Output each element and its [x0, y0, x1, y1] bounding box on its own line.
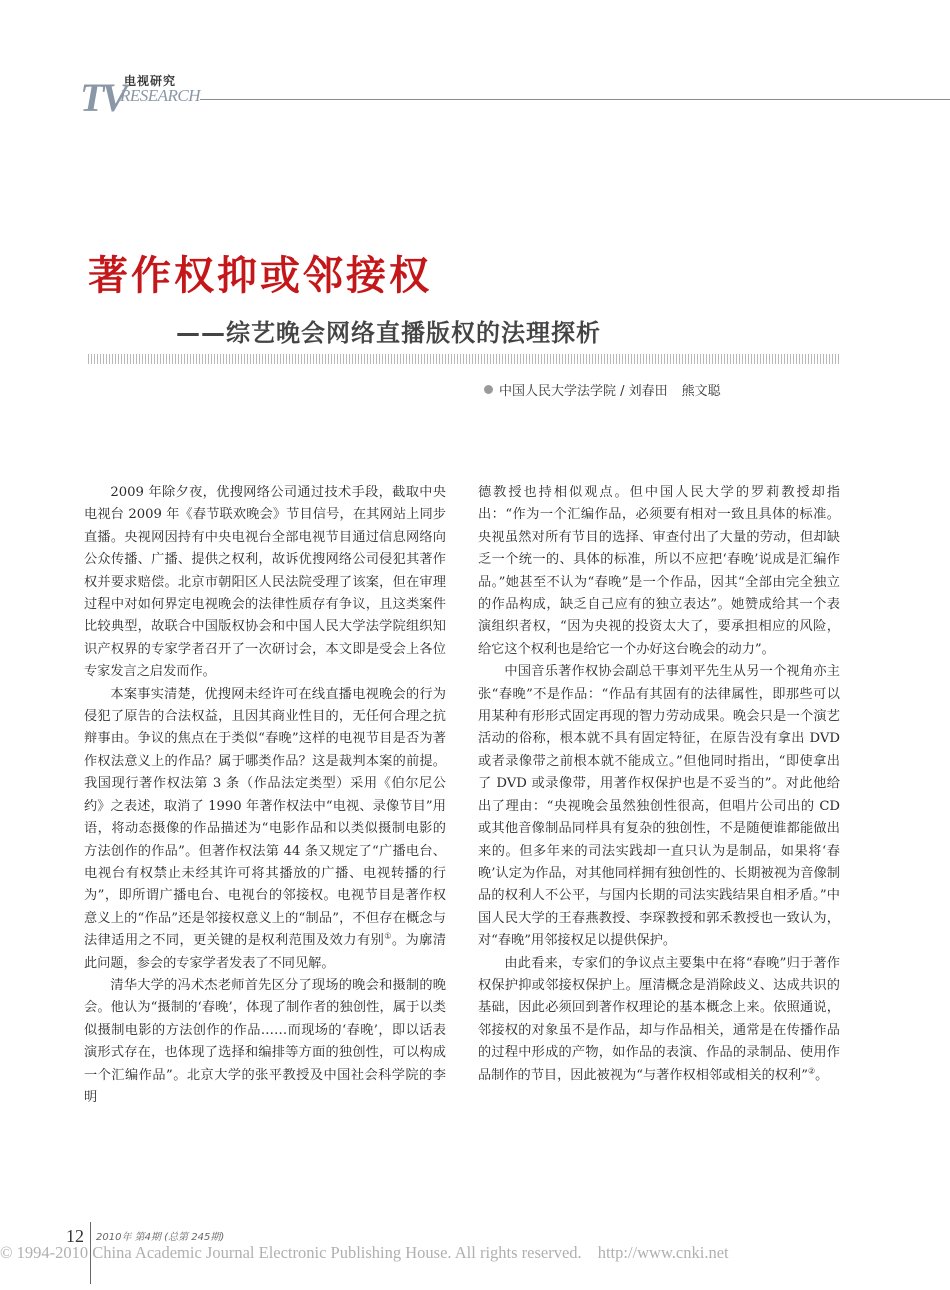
logo-tv-mark: TV [80, 75, 126, 120]
logo-research-text: RESEARCH [120, 86, 201, 105]
title-divider [88, 354, 840, 364]
cnki-url[interactable]: http://www.cnki.net [597, 1243, 729, 1262]
issue-info: 2010年 第4期 (总第 245期) [96, 1232, 225, 1243]
author-line [484, 380, 721, 399]
paragraph: 德教授也持相似观点。但中国人民大学的罗莉教授却指出：“作为一个汇编作品，必须要有相对一致且具体的标准。央视虽然对所有节目的选择、审查付出了大量的劳动，但却缺乏一个统一的、具体的标准，所以不应把‘春晚’说成是汇编作品。”她甚至不认为“春晚”是一个作品，因其“全部由完全独立的作品构成，缺乏自己应有的独立表达”。她赞成给其一个表演组织者权，“因为央视的投资太大了，要承担相应的风险，给它这个权利也是给它一个办好这台晚会的动力”。 [478, 485, 840, 657]
bullet-dot-icon [484, 385, 493, 394]
footnote-mark: ① [384, 931, 392, 941]
article-subtitle: ——综艺晚会网络直播版权的法理探析 [176, 319, 601, 347]
article-title: 著作权抑或邻接权 [88, 253, 432, 299]
footnote-mark: ② [807, 1066, 816, 1076]
copyright-notice [0, 1243, 950, 1263]
coauthor-name: 熊文聪 [681, 384, 721, 399]
author-affiliation: 中国人民大学法学院 / 刘春田 [499, 384, 668, 399]
page-number: 12 [66, 1226, 84, 1246]
logo-chinese-name: 电视研究 [124, 74, 177, 88]
journal-logo [80, 70, 220, 126]
paragraph: 由此看来，专家们的争议点主要集中在将“春晚”归于著作权保护抑或邻接权保护上。厘清概念是消除歧义、达成共识的基础，因此必须回到著作权理论的基本概念上来。依照通说，邻接权的对象虽不是作品，却与作品相关，通常是在传播作品的过程中形成的产物，如作品的表演、作品的录制品、使用作品制作的节目，因此被视为“与著作权相邻或相关的权利”②。 [478, 955, 840, 1083]
paragraph: 2009 年除夕夜，优搜网络公司通过技术手段，截取中央电视台 2009 年《春节联欢晚会》节目信号，在其网站上同步直播。央视网因持有中央电视台全部电视节目通过信息网络向公众传播、广播、提供之权利，故诉优搜网络公司侵犯其著作权并要求赔偿。北京市朝阳区人民法院受理了该案，但在审理过程中对如何界定电视晚会的法律性质存有争议，且这类案件比较典型，故联合中国版权协会和中国人民大学法学院组织知识产权界的专家学者召开了一次研讨会，本文即是受会上各位专家发言之启发而作。 [84, 485, 446, 680]
paragraph: 清华大学的冯术杰老师首先区分了现场的晚会和摄制的晚会。他认为“摄制的‘春晚’，体现了制作者的独创性，属于以类似摄制电影的方法创作的作品……而现场的‘春晚’，即以话表演形式存在，也体现了选择和编排等方面的独创性，可以构成一个汇编作品”。北京大学的张平教授及中国社会科学院的李明 [84, 977, 446, 1105]
left-column [84, 482, 446, 1109]
paragraph: 本案事实清楚，优搜网未经许可在线直播电视晚会的行为侵犯了原告的合法权益，且因其商业性目的，无任何合理之抗辩事由。争议的焦点在于类似“春晚”这样的电视节目是否为著作权法意义上的作品？属于哪类作品？这是裁判本案的前提。我国现行著作权法第 3 条（作品法定类型）采用《伯尔尼公约》之表述，取消了 1990 年著作权法中“电视、录像节目”用语，将动态摄像的作品描述为“电影作品和以类似摄制电影的方法创作的作品”。但著作权法第 44 条又规定了“广播电台、电视台有权禁止未经其许可将其播放的广播、电视转播的行为”，即所谓广播电台、电视台的邻接权。电视节目是著作权意义上的“作品”还是邻接权意义上的“制品”，不但存在概念与法律适用之不同，更关键的是权利范围及效力有别①。为廓清此问题，参会的专家学者发表了不同见解。 [84, 686, 447, 971]
right-column [478, 482, 840, 1087]
header-rule [200, 99, 950, 100]
paragraph: 中国音乐著作权协会副总干事刘平先生从另一个视角亦主张“春晚”不是作品：“作品有其固有的法律属性，即那些可以用某种有形形式固定再现的智力劳动成果。晚会只是一个演艺活动的俗称，根本就不具有固定特征，在原告没有拿出 DVD 或者录像带之前根本就不能成立。”但他同时指出，“即使拿出了 DVD 或录像带，用著作权保护也是不妥当的”。对此他给出了理由：“央视晚会虽然独创性很高，但唱片公司出的 CD 或其他音像制品同样具有复杂的独创性，不是随便谁都能做出来的。但多年来的司法实践却一直只认为是制品，如果将‘春晚’认定为作品，对其他同样拥有独创性的、长期被视为音像制品的权利人不公平，与国内长期的司法实践结果自相矛盾。”中国人民大学的王春燕教授、李琛教授和郭禾教授也一致认为，对“春晚”用邻接权足以提供保护。 [478, 664, 840, 949]
copyright-text: © 1994-2010 China Academic Journal Electronic Publishing House. All rights reserved. [0, 1243, 582, 1262]
